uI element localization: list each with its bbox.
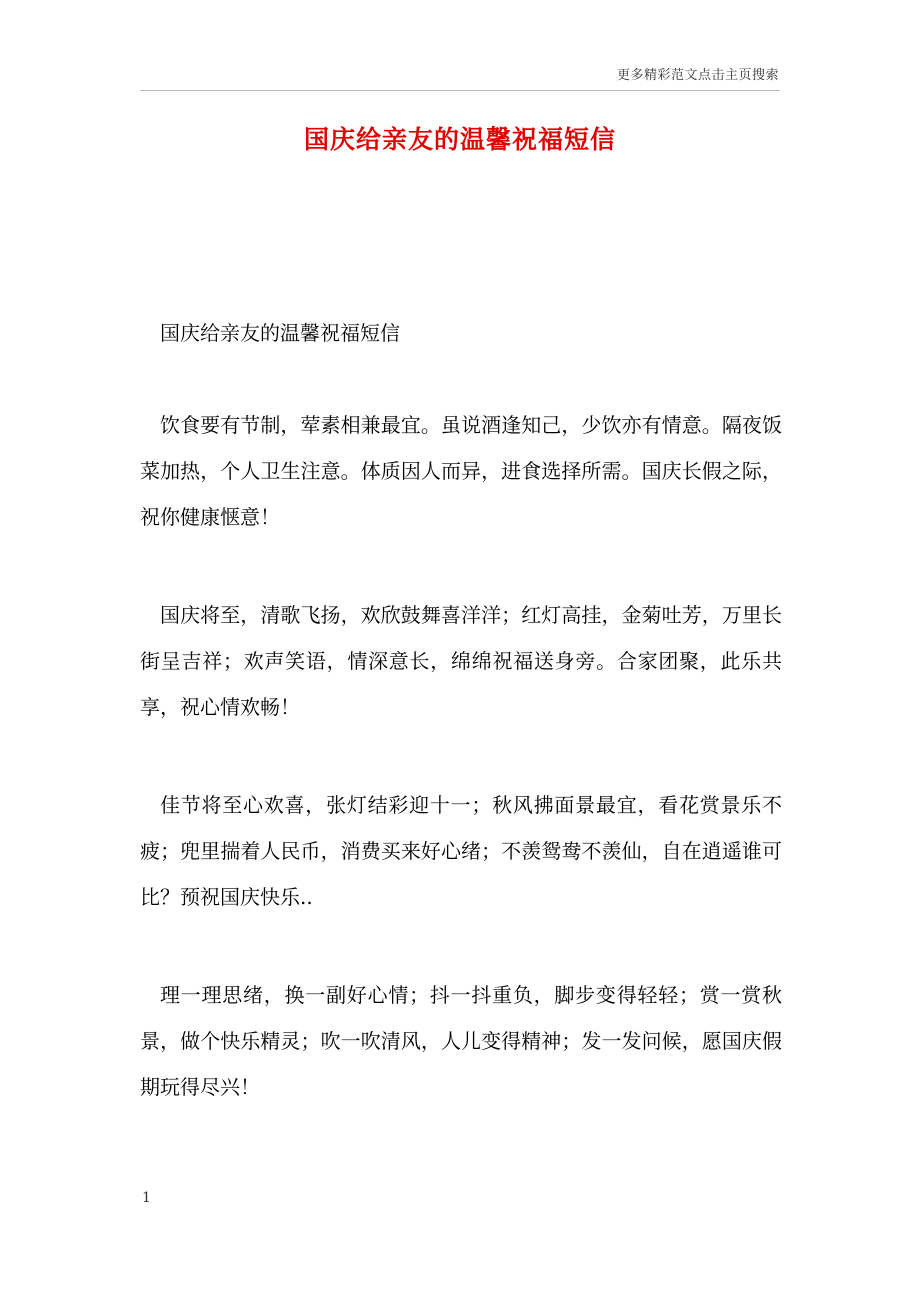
document-body <box>140 316 782 1110</box>
paragraph-2: 国庆将至，清歌飞扬，欢欣鼓舞喜洋洋；红灯高挂，金菊吐芳，万里长街呈吉祥；欢声笑语，情深意长，绵绵祝福送身旁。合家团聚，此乐共享，祝心情欢畅！ <box>140 603 782 719</box>
paragraph-4: 理一理思绪，换一副好心情；抖一抖重负，脚步变得轻轻；赏一赏秋景，做个快乐精灵；吹一吹清风，人儿变得精神；发一发问候，愿国庆假期玩得尽兴！ <box>140 983 782 1099</box>
paragraph-3: 佳节将至心欢喜，张灯结彩迎十一；秋风拂面景最宜，看花赏景乐不疲；兜里揣着人民币，消费买来好心绪；不羡鸳鸯不羡仙，自在逍遥谁可比？预祝国庆快乐.. <box>140 793 782 909</box>
page-number: 1 <box>142 1190 151 1206</box>
paragraph-1: 饮食要有节制，荤素相兼最宜。虽说酒逢知己，少饮亦有情意。隔夜饭菜加热，个人卫生注意。体质因人而异，进食选择所需。国庆长假之际，祝你健康惬意！ <box>140 413 782 529</box>
header-divider <box>140 90 780 91</box>
document-title: 国庆给亲友的温馨祝福短信 <box>303 125 616 154</box>
document-subtitle: 国庆给亲友的温馨祝福短信 <box>160 321 400 345</box>
header-note: 更多精彩范文点击主页搜索 <box>616 68 779 83</box>
